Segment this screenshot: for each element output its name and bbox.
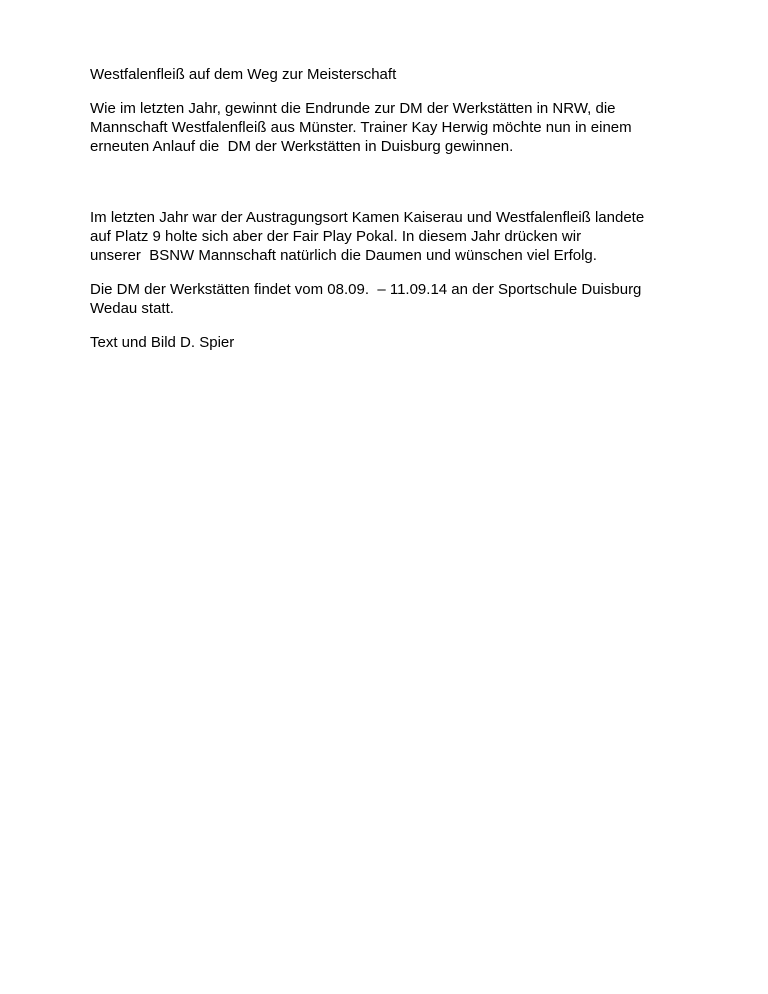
credit-line: Text und Bild D. Spier xyxy=(90,334,235,351)
paragraph-3 xyxy=(90,280,690,318)
paragraph-2 xyxy=(90,208,690,265)
document-body xyxy=(90,65,690,352)
document-title: Westfalenfleiß auf dem Weg zur Meisterschaft xyxy=(90,66,397,83)
paragraph-1 xyxy=(90,99,690,156)
paragraph-line: Mannschaft Westfalenfleiß aus Münster. Trainer Kay Herwig möchte nun in einem xyxy=(90,119,632,136)
paragraph-line: Die DM der Werkstätten findet vom 08.09. – 11.09.14 an der Sportschule Duisburg xyxy=(90,281,642,298)
paragraph-line: Im letzten Jahr war der Austragungsort Kamen Kaiserau und Westfalenfleiß landete xyxy=(90,209,645,226)
paragraph-line: unserer BSNW Mannschaft natürlich die Daumen und wünschen viel Erfolg. xyxy=(90,247,597,264)
paragraph-line: erneuten Anlauf die DM der Werkstätten in Duisburg gewinnen. xyxy=(90,138,514,155)
paragraph-line: Wie im letzten Jahr, gewinnt die Endrunde zur DM der Werkstätten in NRW, die xyxy=(90,100,616,117)
paragraph-line: auf Platz 9 holte sich aber der Fair Play Pokal. In diesem Jahr drücken wir xyxy=(90,228,582,245)
paragraph-line: Wedau statt. xyxy=(90,300,174,317)
